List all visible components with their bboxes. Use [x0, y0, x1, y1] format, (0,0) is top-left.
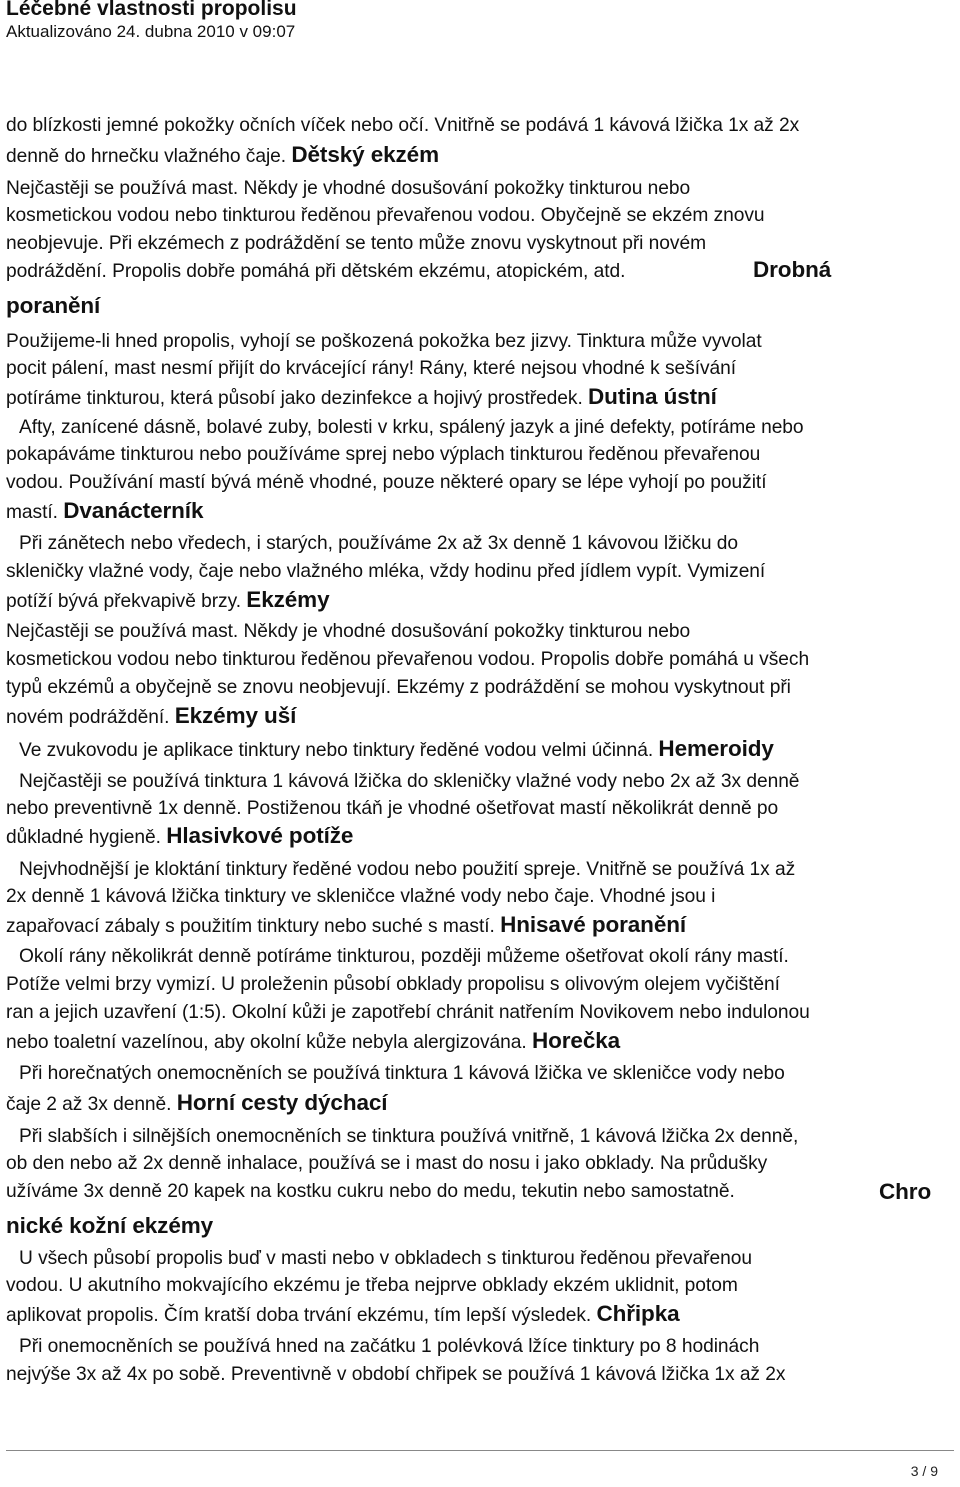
- heading-text: poranění: [6, 293, 101, 318]
- section-heading-dutina-ustni: Dutina ústní: [588, 384, 717, 409]
- section-heading-chripka: Chřipka: [596, 1301, 680, 1326]
- text-line: Při slabších i silnějších onemocněních se tinktura používá vnitřně, 1 kávová lžička 2x denně,: [19, 1126, 799, 1147]
- text: aplikovat propolis. Čím kratší doba trvání ekzému, tím lepší výsledek.: [6, 1305, 592, 1326]
- text-line: Okolí rány několikrát denně potíráme tinkturou, později můžeme ošetřovat okolí rány mastí.: [19, 946, 789, 967]
- text-line: [6, 1091, 387, 1116]
- text-line: ob den nebo až 2x denně inhalace, používá se i mast do nosu i jako obklady. Na průdušky: [6, 1153, 768, 1174]
- text-line: kosmetickou vodou nebo tinkturou ředěnou převařenou vodou. Obyčejně se ekzém znovu: [6, 205, 765, 226]
- section-heading-hlasivkove: Hlasivkové potíže: [166, 823, 354, 848]
- footer-divider: [6, 1450, 954, 1451]
- text: potíráme tinkturou, která působí jako dezinfekce a hojivý prostředek.: [6, 388, 583, 409]
- text: důkladné hygieně.: [6, 827, 161, 848]
- section-heading-drobna: [753, 258, 831, 283]
- section-heading-chronicke: [6, 1214, 213, 1239]
- text-line: Nejčastěji se používá tinktura 1 kávová lžička do skleničky vlažné vody nebo 2x až 3x denně: [19, 771, 800, 792]
- section-heading-hemeroidy: Hemeroidy: [658, 736, 774, 761]
- text: nebo toaletní vazelínou, aby okolní kůže nebyla alergizována.: [6, 1032, 527, 1053]
- text: denně do hrnečku vlažného čaje.: [6, 146, 287, 167]
- text-line: [6, 499, 203, 524]
- text-line: vodou. Používání mastí bývá méně vhodné, pouze některé opary se lépe vyhojí po použití: [6, 472, 767, 493]
- section-heading-hnisave: Hnisavé poranění: [500, 912, 687, 937]
- heading-text: Chro: [879, 1179, 932, 1204]
- section-heading-horni-cesty: Horní cesty dýchací: [176, 1090, 388, 1115]
- text-line: [6, 143, 439, 168]
- section-heading-ekzemy-usni: Ekzémy uší: [174, 703, 297, 728]
- text-line: Při zánětech nebo vředech, i starých, používáme 2x až 3x denně 1 kávovou lžičku do: [19, 533, 739, 554]
- text-line: neobjevuje. Při ekzémech z podráždění se tento může znovu vyskytnout při novém: [6, 233, 707, 254]
- text-line: [6, 704, 296, 729]
- text-line: [6, 913, 686, 938]
- section-heading-ekzemy: Ekzémy: [246, 587, 330, 612]
- text-line: skleničky vlažné vody, čaje nebo vlažného mléka, vždy hodinu před jídlem vypít. Vymizení: [6, 561, 766, 582]
- text-line: [6, 1029, 620, 1054]
- text-line: do blízkosti jemné pokožky očních víček nebo očí. Vnitřně se podává 1 kávová lžička 1x až 2x: [6, 115, 800, 136]
- text-line: Nejčastěji se používá mast. Někdy je vhodné dosušování pokožky tinkturou nebo: [6, 621, 691, 642]
- text-line: [19, 737, 774, 762]
- text-line: pokapáváme tinkturou nebo používáme sprej nebo výplach tinkturou ředěnou převařenou: [6, 444, 761, 465]
- text: potíží bývá překvapivě brzy.: [6, 591, 241, 612]
- text-line: podráždění. Propolis dobře pomáhá při dětském ekzému, atopickém, atd.: [6, 261, 626, 282]
- text-line: Nejčastěji se používá mast. Někdy je vhodné dosušování pokožky tinkturou nebo: [6, 178, 691, 199]
- text-line: pocit pálení, mast nesmí přijít do krvácející rány! Rány, které nejsou vhodné k sešívání: [6, 358, 737, 379]
- text-line: Použijeme-li hned propolis, vyhojí se poškozená pokožka bez jizvy. Tinktura může vyvolat: [6, 331, 762, 352]
- text-line: Nejvhodnější je kloktání tinktury ředěné vodou nebo použití spreje. Vnitřně se používá 1x až: [19, 859, 796, 880]
- heading-text: nické kožní ekzémy: [6, 1213, 214, 1238]
- text: novém podráždění.: [6, 707, 170, 728]
- text: Ve zvukovodu je aplikace tinktury nebo tinktury ředěné vodou velmi účinná.: [19, 740, 654, 761]
- section-heading-chro: [879, 1180, 931, 1205]
- text-line: [6, 385, 717, 410]
- section-heading-detsky-ekzem: Dětský ekzém: [291, 142, 440, 167]
- text-line: Potíže velmi brzy vymizí. U proleženin působí obklady propolisu s olivovým olejem vyčištění: [6, 974, 780, 995]
- text-line: nebo preventivně 1x denně. Postiženou tkáň je vhodné ošetřovat mastí několikrát denně po: [6, 798, 779, 819]
- text-line: vodou. U akutního mokvajícího ekzému je třeba nejprve obklady ekzém uklidnit, potom: [6, 1275, 738, 1296]
- text-line: Afty, zanícené dásně, bolavé zuby, bolesti v krku, spálený jazyk a jiné defekty, potíráme nebo: [19, 417, 804, 438]
- section-heading-horecka: Horečka: [531, 1028, 621, 1053]
- text: čaje 2 až 3x denně.: [6, 1094, 172, 1115]
- text-line: typů ekzémů a obyčejně se znovu neobjevují. Ekzémy z podráždění se mohou vyskytnout při: [6, 677, 791, 698]
- section-heading-dvanacternik: Dvanácterník: [63, 498, 204, 523]
- text-line: užíváme 3x denně 20 kapek na kostku cukru nebo do medu, tekutin nebo samostatně.: [6, 1181, 735, 1202]
- text-line: Při horečnatých onemocněních se používá tinktura 1 kávová lžička ve skleničce vody nebo: [19, 1063, 785, 1084]
- heading-text: Drobná: [753, 257, 832, 282]
- text-line: [6, 588, 330, 613]
- text-line: U všech působí propolis buď v masti nebo v obkladech s tinkturou ředěnou převařenou: [19, 1248, 752, 1269]
- text: zapařovací zábaly s použitím tinktury nebo suché s mastí.: [6, 916, 495, 937]
- updated-date: Aktualizováno 24. dubna 2010 v 09:07: [6, 22, 296, 41]
- section-heading-poraneni: [6, 294, 100, 319]
- text-line: ran a jejich uzavření (1:5). Okolní kůži je zapotřebí chránit natřením Novikovem nebo indulonou: [6, 1002, 810, 1023]
- document-title: Léčebné vlastnosti propolisu: [6, 0, 297, 20]
- text-line: [6, 1302, 680, 1327]
- text-line: 2x denně 1 kávová lžička tinktury ve skleničce vlažné vody nebo čaje. Vhodné jsou i: [6, 886, 716, 907]
- text-line: kosmetickou vodou nebo tinkturou ředěnou převařenou vodou. Propolis dobře pomáhá u všech: [6, 649, 810, 670]
- page-number: 3 / 9: [910, 1463, 938, 1479]
- text-line: nejvýše 3x až 4x po sobě. Preventivně v období chřipek se používá 1 kávová lžička 1x až 2x: [6, 1364, 786, 1385]
- text: mastí.: [6, 502, 58, 523]
- text-line: [6, 824, 353, 849]
- text-line: Při onemocněních se používá hned na začátku 1 polévková lžíce tinktury po 8 hodinách: [19, 1336, 760, 1357]
